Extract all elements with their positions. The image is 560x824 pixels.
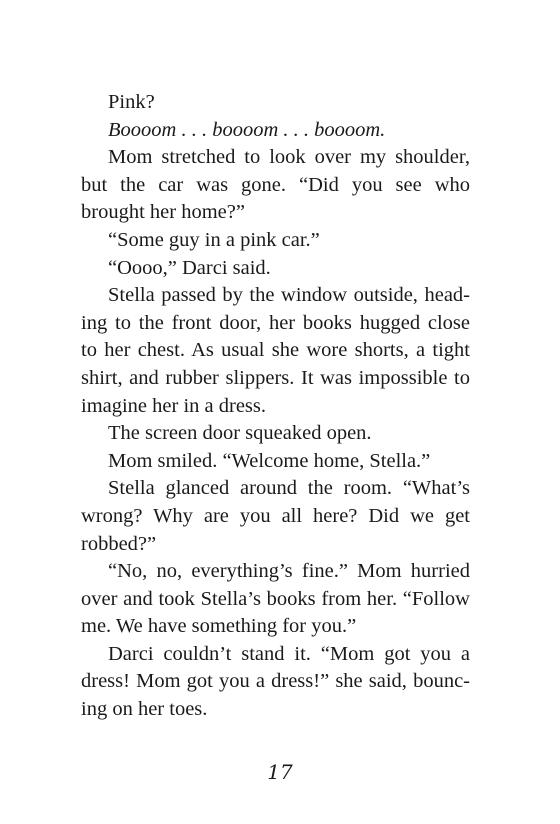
text-line: but the car was gone. “Did you see who xyxy=(81,173,470,196)
text-line: me. We have something for you.” xyxy=(81,615,357,638)
text-line: The screen door squeaked open. xyxy=(108,422,372,445)
text-line: Pink? xyxy=(108,91,155,113)
text-line: Stella glanced around the room. “What’s xyxy=(108,477,470,500)
text-line: Stella passed by the window outside, head- xyxy=(108,284,470,307)
text-line: Mom smiled. “Welcome home, Stella.” xyxy=(108,449,431,472)
text-line: ing to the front door, her books hugged close xyxy=(81,311,470,334)
page-body xyxy=(81,89,470,724)
text-line: imagine her in a dress. xyxy=(81,394,267,417)
text-line: Boooom . . . boooom . . . boooom. xyxy=(108,118,386,141)
text-line: brought her home?” xyxy=(81,201,245,224)
text-line: Mom stretched to look over my shoulder, xyxy=(108,146,470,169)
text-line: “Some guy in a pink car.” xyxy=(108,228,320,251)
text-line: to her chest. As usual she wore shorts, a tight xyxy=(81,339,470,362)
text-line: wrong? Why are you all here? Did we get xyxy=(81,504,470,527)
page-number: 17 xyxy=(267,760,293,784)
text-line: over and took Stella’s books from her. “Follow xyxy=(81,587,470,610)
text-line: ing on her toes. xyxy=(81,698,208,721)
text-line: Darci couldn’t stand it. “Mom got you a xyxy=(108,642,470,665)
text-line: dress! Mom got you a dress!” she said, bounc- xyxy=(81,670,470,693)
text-line: “Oooo,” Darci said. xyxy=(108,256,271,279)
text-line: robbed?” xyxy=(81,532,157,555)
text-line: shirt, and rubber slippers. It was impossible to xyxy=(81,366,470,389)
text-line: “No, no, everything’s fine.” Mom hurried xyxy=(108,560,470,583)
